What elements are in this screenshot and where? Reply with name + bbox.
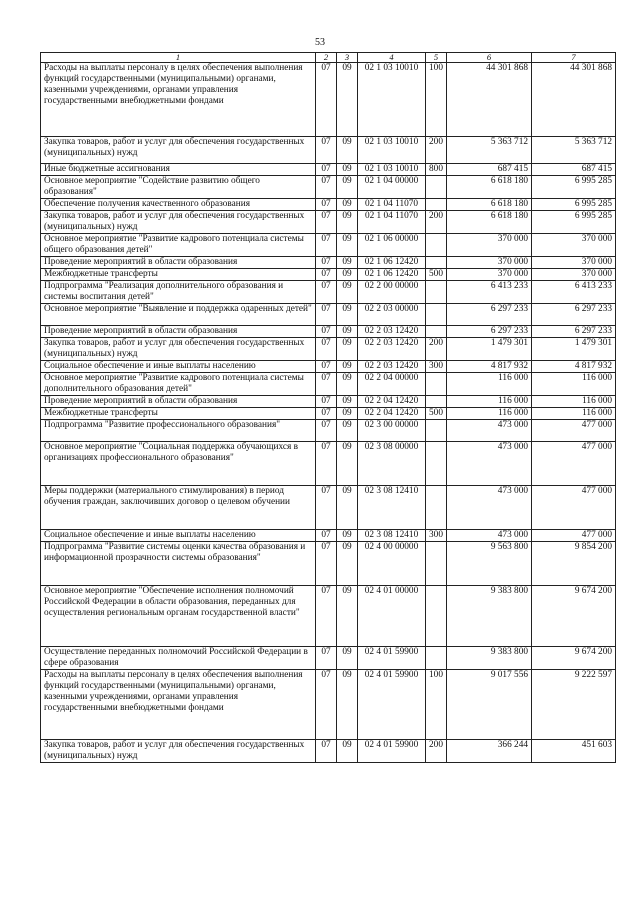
row-expense-type: [426, 647, 447, 670]
row-target-article: 02 2 04 12420: [358, 408, 426, 420]
row-section: 07: [316, 164, 337, 176]
row-section: 07: [316, 257, 337, 269]
row-amount-year1: 6 618 180: [447, 199, 532, 211]
row-expense-type: [426, 486, 447, 530]
row-subsection: 09: [337, 326, 358, 338]
row-section: 07: [316, 361, 337, 373]
row-section: 07: [316, 542, 337, 586]
row-section: 07: [316, 304, 337, 326]
row-target-article: 02 3 08 12410: [358, 486, 426, 530]
row-subsection: 09: [337, 670, 358, 740]
row-name: Социальное обеспечение и иные выплаты населению: [41, 361, 316, 373]
row-section: 07: [316, 647, 337, 670]
row-subsection: 09: [337, 257, 358, 269]
row-target-article: 02 1 06 12420: [358, 269, 426, 281]
row-amount-year1: 370 000: [447, 234, 532, 257]
row-expense-type: 500: [426, 408, 447, 420]
row-subsection: 09: [337, 530, 358, 542]
row-subsection: 09: [337, 234, 358, 257]
row-subsection: 09: [337, 211, 358, 234]
table-row: [41, 442, 616, 486]
row-amount-year1: 6 618 180: [447, 176, 532, 199]
row-subsection: 09: [337, 304, 358, 326]
row-section: 07: [316, 338, 337, 361]
row-name: Подпрограмма "Реализация дополнительного образования и системы воспитания детей": [41, 281, 316, 304]
row-amount-year2: 370 000: [532, 269, 616, 281]
row-target-article: 02 1 04 00000: [358, 176, 426, 199]
row-section: 07: [316, 396, 337, 408]
row-name: Расходы на выплаты персоналу в целях обеспечения выполнения функций государственными (муниципальными) органами, казенными учреждениями, органами управления государственными внебюджетными фондами: [41, 63, 316, 137]
table-row: [41, 281, 616, 304]
row-amount-year2: 477 000: [532, 530, 616, 542]
row-amount-year1: 116 000: [447, 408, 532, 420]
table-row: [41, 176, 616, 199]
row-amount-year2: 477 000: [532, 420, 616, 442]
row-amount-year1: 9 017 556: [447, 670, 532, 740]
row-amount-year1: 473 000: [447, 530, 532, 542]
table-row: [41, 670, 616, 740]
row-amount-year1: 5 363 712: [447, 137, 532, 164]
row-amount-year2: 4 817 932: [532, 361, 616, 373]
row-expense-type: [426, 234, 447, 257]
row-amount-year2: 477 000: [532, 442, 616, 486]
row-target-article: 02 4 01 59900: [358, 670, 426, 740]
row-target-article: 02 4 01 59900: [358, 647, 426, 670]
row-section: 07: [316, 420, 337, 442]
row-target-article: 02 3 08 12410: [358, 530, 426, 542]
row-target-article: 02 1 06 12420: [358, 257, 426, 269]
row-expense-type: [426, 176, 447, 199]
row-target-article: 02 2 03 12420: [358, 326, 426, 338]
row-target-article: 02 1 06 00000: [358, 234, 426, 257]
row-name: Межбюджетные трансферты: [41, 269, 316, 281]
row-section: 07: [316, 486, 337, 530]
row-amount-year2: 6 297 233: [532, 326, 616, 338]
row-expense-type: [426, 396, 447, 408]
row-subsection: 09: [337, 408, 358, 420]
row-name: Социальное обеспечение и иные выплаты населению: [41, 530, 316, 542]
row-section: 07: [316, 373, 337, 396]
row-amount-year2: 6 995 285: [532, 211, 616, 234]
row-amount-year1: 4 817 932: [447, 361, 532, 373]
row-amount-year1: 370 000: [447, 257, 532, 269]
table-row: [41, 164, 616, 176]
row-target-article: 02 1 03 10010: [358, 63, 426, 137]
row-name: Подпрограмма "Развитие системы оценки качества образования и информационной прозрачности системы образования": [41, 542, 316, 586]
row-name: Обеспечение получения качественного образования: [41, 199, 316, 211]
row-target-article: 02 4 01 59900: [358, 740, 426, 763]
row-subsection: 09: [337, 137, 358, 164]
row-amount-year1: 370 000: [447, 269, 532, 281]
row-amount-year2: 6 413 233: [532, 281, 616, 304]
row-amount-year2: 116 000: [532, 408, 616, 420]
row-section: 07: [316, 269, 337, 281]
row-amount-year2: 1 479 301: [532, 338, 616, 361]
table-row: [41, 211, 616, 234]
row-expense-type: [426, 442, 447, 486]
row-amount-year2: 6 297 233: [532, 304, 616, 326]
row-subsection: 09: [337, 269, 358, 281]
table-row: [41, 586, 616, 647]
row-target-article: 02 2 03 12420: [358, 338, 426, 361]
row-name: Основное мероприятие "Содействие развитию общего образования": [41, 176, 316, 199]
table-row: [41, 373, 616, 396]
row-amount-year2: 9 674 200: [532, 586, 616, 647]
row-amount-year1: 44 301 868: [447, 63, 532, 137]
column-number: 6: [447, 53, 532, 63]
row-section: 07: [316, 281, 337, 304]
row-section: 07: [316, 211, 337, 234]
row-target-article: 02 1 04 11070: [358, 199, 426, 211]
row-amount-year2: 44 301 868: [532, 63, 616, 137]
row-target-article: 02 1 03 10010: [358, 137, 426, 164]
table-row: [41, 740, 616, 763]
row-section: 07: [316, 326, 337, 338]
row-name: Основное мероприятие "Социальная поддержка обучающихся в организациях профессионального образования": [41, 442, 316, 486]
row-expense-type: [426, 420, 447, 442]
row-amount-year2: 370 000: [532, 257, 616, 269]
table-row: [41, 420, 616, 442]
row-section: 07: [316, 63, 337, 137]
column-number: 7: [532, 53, 616, 63]
row-section: 07: [316, 234, 337, 257]
row-target-article: 02 2 04 00000: [358, 373, 426, 396]
row-subsection: 09: [337, 373, 358, 396]
row-expense-type: [426, 373, 447, 396]
table-row: [41, 137, 616, 164]
row-amount-year2: 451 603: [532, 740, 616, 763]
row-amount-year1: 6 297 233: [447, 326, 532, 338]
row-amount-year1: 473 000: [447, 442, 532, 486]
budget-table: [40, 52, 616, 763]
row-section: 07: [316, 530, 337, 542]
row-target-article: 02 3 00 00000: [358, 420, 426, 442]
row-target-article: 02 4 00 00000: [358, 542, 426, 586]
row-amount-year2: 9 674 200: [532, 647, 616, 670]
table-row: [41, 326, 616, 338]
table-row: [41, 530, 616, 542]
row-amount-year2: 116 000: [532, 396, 616, 408]
row-target-article: 02 2 03 12420: [358, 361, 426, 373]
row-amount-year1: 116 000: [447, 373, 532, 396]
row-name: Основное мероприятие "Обеспечение исполнения полномочий Российской Федерации в области образования, переданных для осуществления региональным органам государственной власти": [41, 586, 316, 647]
row-name: Межбюджетные трансферты: [41, 408, 316, 420]
table-row: [41, 542, 616, 586]
row-name: Основное мероприятие "Выявление и поддержка одаренных детей": [41, 304, 316, 326]
row-section: 07: [316, 740, 337, 763]
row-amount-year2: 5 363 712: [532, 137, 616, 164]
row-name: Закупка товаров, работ и услуг для обеспечения государственных (муниципальных) нужд: [41, 740, 316, 763]
row-amount-year1: 116 000: [447, 396, 532, 408]
row-section: 07: [316, 137, 337, 164]
row-subsection: 09: [337, 542, 358, 586]
row-target-article: 02 2 03 00000: [358, 304, 426, 326]
row-amount-year1: 473 000: [447, 420, 532, 442]
row-expense-type: 300: [426, 530, 447, 542]
row-section: 07: [316, 176, 337, 199]
row-subsection: 09: [337, 281, 358, 304]
row-name: Иные бюджетные ассигнования: [41, 164, 316, 176]
table-row: [41, 234, 616, 257]
table-row: [41, 647, 616, 670]
row-amount-year1: 9 383 800: [447, 647, 532, 670]
row-expense-type: [426, 326, 447, 338]
row-name: Закупка товаров, работ и услуг для обеспечения государственных (муниципальных) нужд: [41, 137, 316, 164]
row-name: Подпрограмма "Развитие профессионального образования": [41, 420, 316, 442]
column-number: 4: [358, 53, 426, 63]
row-subsection: 09: [337, 420, 358, 442]
column-number: 3: [337, 53, 358, 63]
table-row: [41, 486, 616, 530]
row-amount-year2: 370 000: [532, 234, 616, 257]
row-expense-type: [426, 542, 447, 586]
table-row: [41, 269, 616, 281]
row-name: Основное мероприятие "Развитие кадрового потенциала системы общего образования детей": [41, 234, 316, 257]
table-row: [41, 338, 616, 361]
row-amount-year1: 1 479 301: [447, 338, 532, 361]
row-name: Проведение мероприятий в области образования: [41, 257, 316, 269]
table-row: [41, 63, 616, 137]
row-section: 07: [316, 442, 337, 486]
row-amount-year2: 6 995 285: [532, 199, 616, 211]
table-row: [41, 396, 616, 408]
column-number: 1: [41, 53, 316, 63]
row-subsection: 09: [337, 442, 358, 486]
row-name: Закупка товаров, работ и услуг для обеспечения государственных (муниципальных) нужд: [41, 211, 316, 234]
row-target-article: 02 2 04 12420: [358, 396, 426, 408]
row-expense-type: 200: [426, 211, 447, 234]
row-section: 07: [316, 199, 337, 211]
table-row: [41, 257, 616, 269]
row-subsection: 09: [337, 199, 358, 211]
row-amount-year2: 9 222 597: [532, 670, 616, 740]
row-expense-type: [426, 586, 447, 647]
row-subsection: 09: [337, 176, 358, 199]
row-target-article: 02 3 08 00000: [358, 442, 426, 486]
row-amount-year1: 9 563 800: [447, 542, 532, 586]
table-row: [41, 361, 616, 373]
row-subsection: 09: [337, 647, 358, 670]
column-number-row: [41, 53, 616, 63]
row-amount-year1: 366 244: [447, 740, 532, 763]
row-expense-type: 300: [426, 361, 447, 373]
row-amount-year2: 687 415: [532, 164, 616, 176]
row-amount-year2: 9 854 200: [532, 542, 616, 586]
row-expense-type: 500: [426, 269, 447, 281]
row-target-article: 02 2 00 00000: [358, 281, 426, 304]
row-name: Основное мероприятие "Развитие кадрового потенциала системы дополнительного образования детей": [41, 373, 316, 396]
column-number: 5: [426, 53, 447, 63]
row-expense-type: 100: [426, 670, 447, 740]
row-expense-type: 200: [426, 137, 447, 164]
page-number: 53: [315, 37, 325, 48]
row-subsection: 09: [337, 396, 358, 408]
row-amount-year2: 477 000: [532, 486, 616, 530]
row-subsection: 09: [337, 338, 358, 361]
row-amount-year1: 9 383 800: [447, 586, 532, 647]
row-name: Проведение мероприятий в области образования: [41, 326, 316, 338]
row-section: 07: [316, 586, 337, 647]
row-expense-type: 200: [426, 740, 447, 763]
row-amount-year1: 6 618 180: [447, 211, 532, 234]
row-amount-year1: 687 415: [447, 164, 532, 176]
row-expense-type: [426, 257, 447, 269]
row-expense-type: [426, 304, 447, 326]
table-row: [41, 304, 616, 326]
row-subsection: 09: [337, 164, 358, 176]
row-amount-year2: 6 995 285: [532, 176, 616, 199]
row-subsection: 09: [337, 486, 358, 530]
row-name: Расходы на выплаты персоналу в целях обеспечения выполнения функций государственными (муниципальными) органами, казенными учреждениями, органами управления государственными внебюджетными фондами: [41, 670, 316, 740]
column-number: 2: [316, 53, 337, 63]
row-target-article: 02 4 01 00000: [358, 586, 426, 647]
table-row: [41, 199, 616, 211]
row-subsection: 09: [337, 586, 358, 647]
row-target-article: 02 1 04 11070: [358, 211, 426, 234]
row-subsection: 09: [337, 740, 358, 763]
row-subsection: 09: [337, 63, 358, 137]
row-name: Меры поддержки (материального стимулирования) в период обучения граждан, заключивших договор о целевом обучении: [41, 486, 316, 530]
row-target-article: 02 1 03 10010: [358, 164, 426, 176]
row-amount-year1: 6 413 233: [447, 281, 532, 304]
row-expense-type: 800: [426, 164, 447, 176]
row-amount-year2: 116 000: [532, 373, 616, 396]
row-section: 07: [316, 408, 337, 420]
row-name: Осуществление переданных полномочий Российской Федерации в сфере образования: [41, 647, 316, 670]
row-amount-year1: 473 000: [447, 486, 532, 530]
row-name: Проведение мероприятий в области образования: [41, 396, 316, 408]
row-subsection: 09: [337, 361, 358, 373]
row-amount-year1: 6 297 233: [447, 304, 532, 326]
row-expense-type: [426, 281, 447, 304]
row-expense-type: [426, 199, 447, 211]
row-name: Закупка товаров, работ и услуг для обеспечения государственных (муниципальных) нужд: [41, 338, 316, 361]
table-row: [41, 408, 616, 420]
row-section: 07: [316, 670, 337, 740]
row-expense-type: 100: [426, 63, 447, 137]
row-expense-type: 200: [426, 338, 447, 361]
